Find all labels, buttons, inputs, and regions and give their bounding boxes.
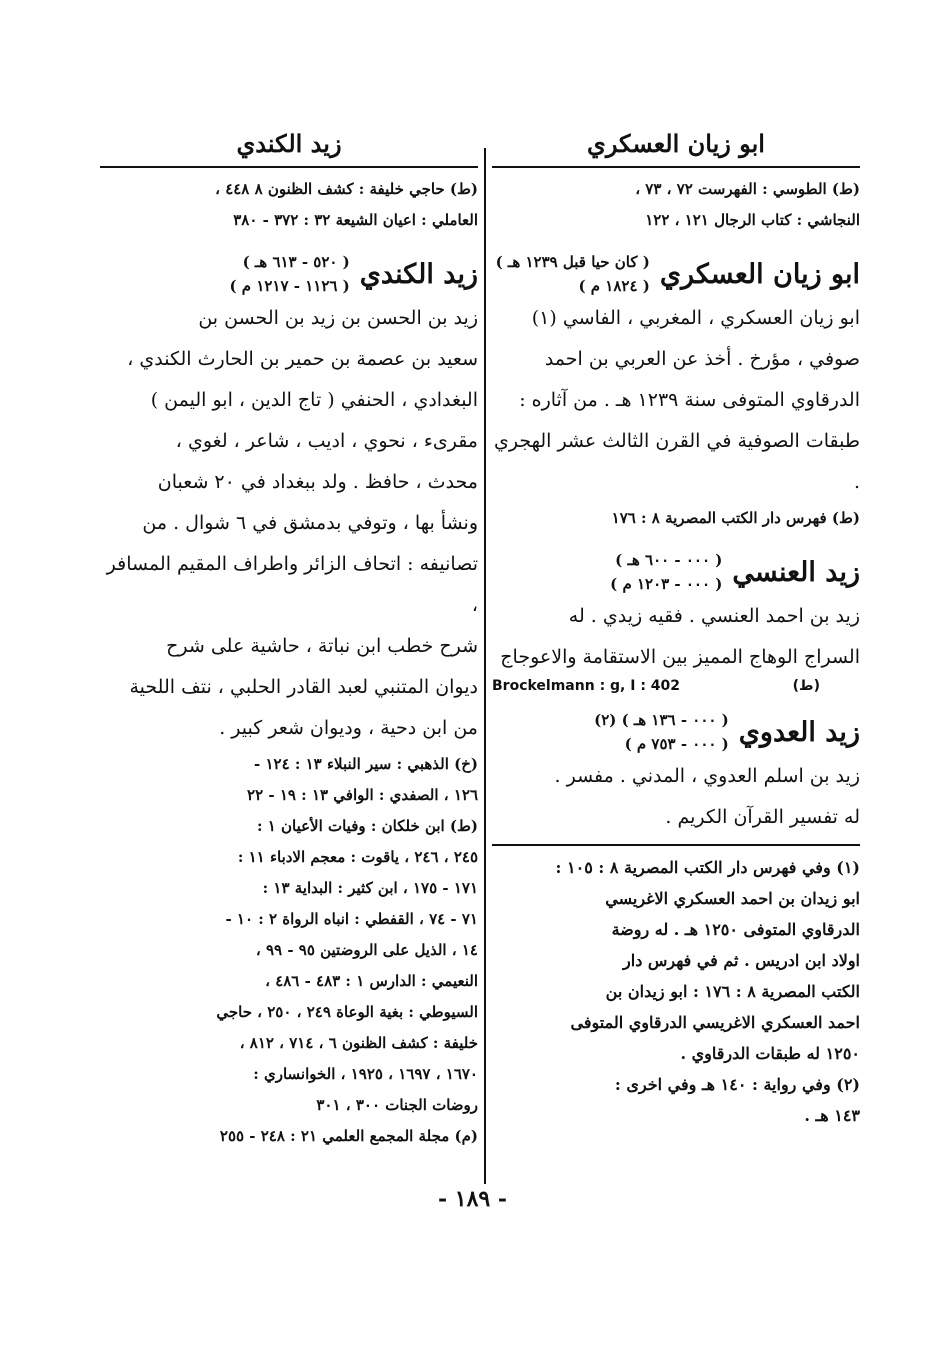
body-line: تصانيفه : اتحاف الزائر واطراف المقيم المسافر ،: [106, 553, 478, 616]
running-head-right: ابو زيان العسكري: [587, 129, 765, 158]
right-column: [492, 126, 860, 1131]
reference-block: [492, 174, 860, 236]
footnote-line: احمد العسكري الاغريسي الدرقاوي المتوفى: [570, 1013, 860, 1032]
header-rule-left: [100, 166, 478, 168]
latin-reference: [492, 678, 860, 694]
entry-dates: [610, 548, 722, 596]
body-line: الدرقاوي المتوفى سنة ١٢٣٩ هـ . من آثاره :: [519, 389, 860, 411]
entry-name: زيد العدوي: [738, 716, 860, 748]
body-line: البغدادي ، الحنفي ( تاج الدين ، ابو اليمن ): [150, 389, 478, 411]
reference-line: (ط) الطوسي : الفهرست ٧٢ ، ٧٣ ،: [635, 180, 860, 198]
entry-heading: [492, 708, 860, 756]
source-line: ٧١ - ٧٤ ، القفطي : انباه الرواة ٢ : ١٠ -: [225, 910, 478, 928]
gregorian-date: ( ٠٠٠ - ٧٥٣ م ): [624, 735, 729, 753]
entry-name: زيد الكندي: [359, 258, 478, 290]
source-line: خليفة : كشف الظنون ٦ ، ٧١٤ ، ٨١٢ ،: [239, 1034, 478, 1052]
entry-body: [100, 298, 478, 749]
gregorian-date: ( ٠٠٠ - ١٢٠٣ م ): [610, 575, 723, 593]
entry-zayd-al-ansi: [492, 548, 860, 694]
source-line: السيوطي : بغية الوعاة ٢٤٩ ، ٢٥٠ ، حاجي: [216, 1003, 478, 1021]
source-line: ١٤ ، الذيل على الروضتين ٩٥ - ٩٩ ،: [255, 941, 478, 959]
body-line: زيد بن الحسن بن زيد بن الحسن بن: [198, 307, 478, 329]
body-line: ونشأ بها ، وتوفي بدمشق في ٦ شوال . من: [142, 512, 478, 534]
latin-reference-text: Brockelmann : g, I : 402: [492, 678, 681, 694]
source-line: ١٧١ - ١٧٥ ، ابن كثير : البداية ١٣ :: [262, 879, 478, 897]
entry-heading: [100, 250, 478, 298]
source-line: ٢٤٥ ، ٢٤٦ ، ياقوت : معجم الادباء ١١ :: [237, 848, 478, 866]
source-line: (ط) ابن خلكان : وفيات الأعيان ١ :: [256, 817, 478, 835]
entry-body: [492, 756, 860, 838]
body-line: له تفسير القرآن الكريم .: [665, 806, 860, 828]
latin-reference-label: (ط): [792, 678, 820, 694]
footnote-line: ١٤٣ هـ .: [804, 1106, 860, 1125]
reference-line: (ط) حاجي خليفة : كشف الظنون ٨ ٤٤٨ ،: [215, 180, 478, 198]
body-line: صوفي ، مؤرخ . أخذ عن العربي بن احمد: [544, 348, 860, 370]
gregorian-date: ( ١٨٢٤ م ): [578, 277, 650, 295]
source-line: ١٢٦ ، الصفدي : الوافي ١٣ : ١٩ - ٢٢: [247, 786, 478, 804]
source-line: النعيمي : الدارس ١ : ٤٨٣ - ٤٨٦ ،: [265, 972, 478, 990]
entry-dates: [594, 708, 729, 756]
footnote-line: ابو زيدان بن احمد العسكري الاغريسي: [605, 889, 860, 908]
entry-abu-zayyan: [492, 250, 860, 534]
footnote-line: الدرقاوي المتوفى ١٢٥٠ هـ . له روضة: [611, 920, 860, 939]
footnote-line: اولاد ابن ادريس . ثم في فهرس دار: [623, 951, 860, 970]
body-line: محدث ، حافظ . ولد ببغداد في ٢٠ شعبان: [157, 471, 478, 493]
body-line: ابو زيان العسكري ، المغربي ، الفاسي (١): [531, 307, 860, 329]
footnote-line: الكتب المصرية ٨ : ١٧٦ : ابو زيدان بن: [605, 982, 860, 1001]
header-rule-right: [492, 166, 860, 168]
page-number: - ١٨٩ -: [437, 1186, 508, 1212]
hijri-date: ( ٠٠٠ - ٦٠٠ هـ ): [615, 551, 723, 569]
entry-name: ابو زيان العسكري: [659, 258, 860, 290]
column-divider: [484, 148, 486, 1184]
source-line: (خ) الذهبي : سير النبلاء ١٣ : ١٢٤ -: [254, 755, 478, 773]
entry-heading: [492, 250, 860, 298]
body-line: طبقات الصوفية في القرن الثالث عشر الهجري .: [493, 430, 860, 493]
entry-dates: [496, 250, 650, 298]
body-line: شرح خطب ابن نباتة ، حاشية على شرح: [166, 635, 478, 657]
source-line: (م) مجلة المجمع العلمي ٢١ : ٢٤٨ - ٢٥٥: [219, 1127, 478, 1145]
gregorian-date: ( ١١٢٦ - ١٢١٧ م ): [229, 277, 350, 295]
body-line: زيد بن احمد العنسي . فقيه زيدي . له: [568, 605, 860, 627]
entry-body: [492, 596, 860, 678]
source-line: روضات الجنات ٣٠٠ ، ٣٠١: [316, 1096, 478, 1114]
entry-name: زيد العنسي: [732, 556, 860, 588]
body-line: سعيد بن عصمة بن حمير بن الحارث الكندي ،: [127, 348, 478, 370]
reference-line: النجاشي : كتاب الرجال ١٢١ ، ١٢٢: [645, 211, 860, 229]
body-line: زيد بن اسلم العدوي ، المدني . مفسر .: [554, 765, 860, 787]
source-line: ١٦٧٠ ، ١٦٩٧ ، ١٩٢٥ ، الخوانساري :: [253, 1065, 478, 1083]
left-column: [100, 126, 478, 1152]
footnote-rule: [492, 844, 860, 846]
footnote-line: ١٢٥٠ له طبقات الدرقاوي .: [680, 1044, 860, 1063]
body-line: من ابن دحية ، وديوان شعر كبير .: [219, 717, 478, 739]
entry-heading: [492, 548, 860, 596]
sources-block: [100, 749, 478, 1152]
reference-line: العاملي : اعيان الشيعة ٣٢ : ٣٧٢ - ٣٨٠: [233, 211, 478, 229]
hijri-date: ( ٠٠٠ - ١٣٦ هـ ) (٢): [594, 711, 729, 729]
body-line: ديوان المتنبي لعبد القادر الحلبي ، نتف اللحية: [129, 676, 478, 698]
footnote-line: (٢) وفي رواية : ١٤٠ هـ وفي اخرى :: [614, 1075, 860, 1094]
hijri-date: ( ٥٢٠ - ٦١٣ هـ ): [242, 253, 350, 271]
entry-dates: [229, 250, 349, 298]
reference-line: (ط) فهرس دار الكتب المصرية ٨ : ١٧٦: [611, 509, 860, 527]
running-head-left: زيد الكندي: [236, 129, 342, 158]
footnote-line: (١) وفي فهرس دار الكتب المصرية ٨ : ١٠٥ :: [555, 858, 860, 877]
reference-block: [100, 174, 478, 236]
reference-block: [492, 503, 860, 534]
hijri-date: ( كان حيا قبل ١٢٣٩ هـ ): [495, 253, 650, 271]
footnotes: [492, 852, 860, 1131]
entry-zayd-al-adawi: [492, 708, 860, 838]
body-line: مقرىء ، نحوي ، اديب ، شاعر ، لغوي ،: [175, 430, 478, 452]
entry-zayd-al-kindi: [100, 250, 478, 1152]
body-line: السراج الوهاج المميز بين الاستقامة والاعوجاج: [500, 646, 860, 668]
entry-body: [492, 298, 860, 503]
